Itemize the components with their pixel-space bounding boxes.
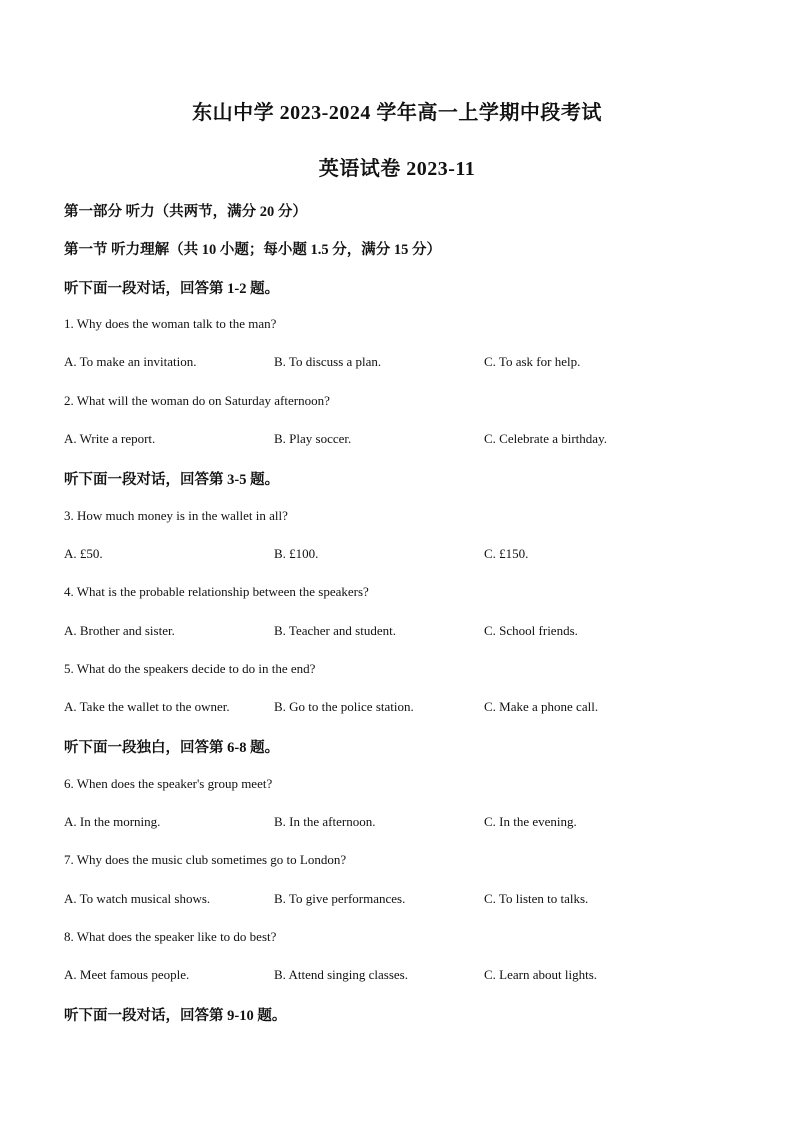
- q8-option-c: C. Learn about lights.: [484, 967, 598, 982]
- q2-option-c: C. Celebrate a birthday.: [484, 431, 607, 446]
- question-8: 8. What does the speaker like to do best?: [64, 929, 277, 944]
- question-5: 5. What do the speakers decide to do in the end?: [64, 661, 316, 676]
- question-6: 6. When does the speaker's group meet?: [64, 776, 273, 791]
- q3-option-b: B. £100.: [274, 546, 319, 561]
- part-heading: 第一部分 听力（共两节，满分 20 分）: [64, 204, 307, 220]
- q4-option-b: B. Teacher and student.: [274, 623, 396, 638]
- q1-option-c: C. To ask for help.: [484, 354, 581, 369]
- question-3: 3. How much money is in the wallet in all?: [64, 508, 288, 523]
- q1-option-b: B. To discuss a plan.: [274, 354, 382, 369]
- q7-option-c: C. To listen to talks.: [484, 891, 589, 906]
- q7-option-b: B. To give performances.: [274, 891, 406, 906]
- q5-option-c: C. Make a phone call.: [484, 699, 599, 714]
- exam-subtitle: 英语试卷 2023-11: [318, 158, 476, 180]
- q6-option-a: A. In the morning.: [64, 814, 161, 829]
- q5-option-a: A. Take the wallet to the owner.: [64, 699, 230, 714]
- q8-option-a: A. Meet famous people.: [64, 967, 190, 982]
- section-heading: 第一节 听力理解（共 10 小题；每小题 1.5 分，满分 15 分）: [64, 242, 441, 258]
- question-2: 2. What will the woman do on Saturday afternoon?: [64, 393, 330, 408]
- q1-option-a: A. To make an invitation.: [64, 354, 197, 369]
- q8-option-b: B. Attend singing classes.: [274, 967, 408, 982]
- q5-option-b: B. Go to the police station.: [274, 699, 414, 714]
- q4-option-c: C. School friends.: [484, 623, 578, 638]
- q6-option-b: B. In the afternoon.: [274, 814, 376, 829]
- instruction-6-8: 听下面一段独白，回答第 6-8 题。: [64, 740, 280, 756]
- q7-option-a: A. To watch musical shows.: [64, 891, 211, 906]
- question-4: 4. What is the probable relationship between the speakers?: [64, 584, 369, 599]
- question-1: 1. Why does the woman talk to the man?: [64, 316, 277, 331]
- q2-option-b: B. Play soccer.: [274, 431, 352, 446]
- exam-title: 东山中学 2023-2024 学年高一上学期中段考试: [192, 102, 602, 124]
- question-7: 7. Why does the music club sometimes go to London?: [64, 852, 347, 867]
- q6-option-c: C. In the evening.: [484, 814, 577, 829]
- instruction-1-2: 听下面一段对话，回答第 1-2 题。: [64, 281, 280, 297]
- q3-option-a: A. £50.: [64, 546, 103, 561]
- q4-option-a: A. Brother and sister.: [64, 623, 175, 638]
- q3-option-c: C. £150.: [484, 546, 529, 561]
- instruction-3-5: 听下面一段对话，回答第 3-5 题。: [64, 472, 280, 488]
- q2-option-a: A. Write a report.: [64, 431, 156, 446]
- instruction-9-10: 听下面一段对话，回答第 9-10 题。: [64, 1008, 287, 1024]
